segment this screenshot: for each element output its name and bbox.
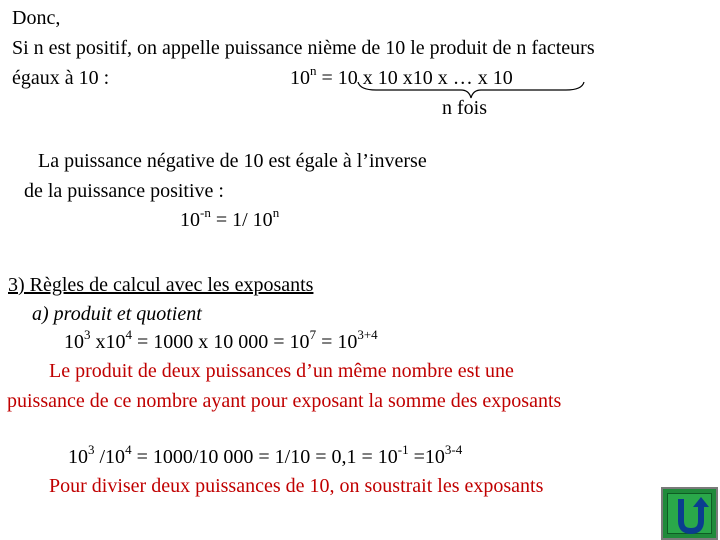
subsection-title: a) produit et quotient [32,303,202,325]
power-definition-formula: $10^n = 10$ x 10 x10 x … x 10 [290,63,513,89]
quotient-rule-text: Pour diviser deux puissances de 10, on soustrait les exposants [49,475,544,497]
quotient-formula: $10^3$ $/10^4 = 1000/10$ $000 = 1/10 = 0,1 = 10^{-1} =10^{3-4}$ [68,442,463,468]
intro-text: Donc, [12,7,61,29]
negative-power-text-cont: de la puissance positive : [24,180,224,202]
return-arrow-icon [672,495,710,535]
section-title [8,275,313,295]
product-rule-text-cont: puissance de ce nombre ayant pour exposant la somme des exposants [7,390,562,412]
return-button[interactable] [661,487,718,540]
section-title-text: 3) Règles de calcul avec les exposants [8,274,314,296]
product-formula: $10^3$ $x10^4 = 1000$ x 10 $000 = 10^7 = 10^{3+4}$ [64,327,378,353]
negative-power-text: La puissance négative de 10 est égale à l’inverse [38,150,427,172]
product-rule-text: Le produit de deux puissances d’un même nombre est une [49,360,514,382]
definition-text-cont: égaux à 10 : [12,67,110,89]
brace-label: n fois [442,97,487,119]
negative-power-formula: $10^{-n} = 1/$ 10$^n$ [180,205,280,231]
definition-text: Si n est positif, on appelle puissance nième de 10 le produit de n facteurs [12,37,595,59]
